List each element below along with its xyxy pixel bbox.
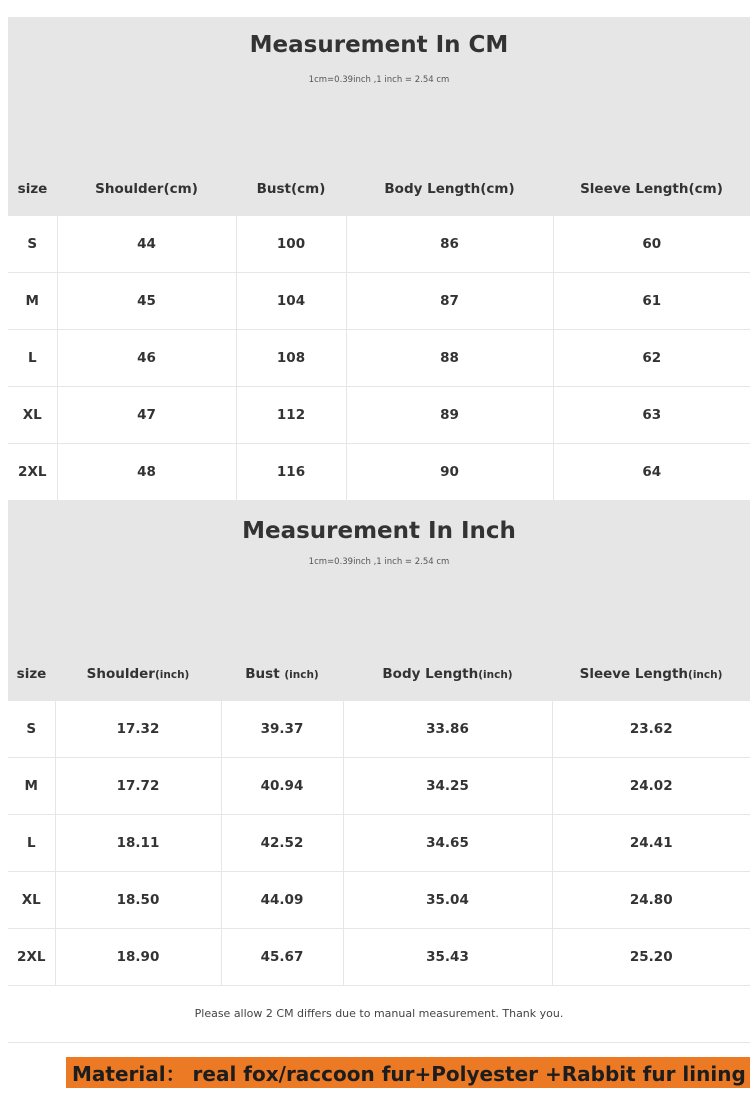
sleeve-length-cell: 24.41 [552,815,750,872]
table-row [8,330,750,387]
body-length-cell: 90 [346,444,553,501]
sleeve-length-cell: 24.80 [552,872,750,929]
header-size [8,647,55,701]
header-unit: (inch) [688,668,723,681]
header-main: Body Length [382,665,479,682]
body-length-cell: 34.65 [343,815,552,872]
bust-cell: 100 [236,216,346,273]
sleeve-length-cell: 25.20 [552,929,750,986]
body-length-cell: 87 [346,273,553,330]
table-row [8,216,750,273]
bust-cell: 116 [236,444,346,501]
sleeve-length-cell: 64 [553,444,750,501]
cm-section-title: Measurement In CM [249,32,509,58]
body-length-cell: 86 [346,216,553,273]
shoulder-cell: 45 [57,273,236,330]
shoulder-cell: 18.90 [55,929,221,986]
table-row [8,815,750,872]
sleeve-length-cell: 62 [553,330,750,387]
shoulder-cell: 47 [57,387,236,444]
size-cell: 2XL [8,444,57,501]
sleeve-length-cell: 61 [553,273,750,330]
bust-cell: 42.52 [221,815,343,872]
size-cell: XL [8,387,57,444]
header-body-length: Body Length(cm) [346,162,553,216]
size-cell: S [8,216,57,273]
header-main: size [16,665,47,682]
size-chart [8,17,750,1103]
header-shoulder [55,647,221,701]
header-sleeve-length [552,647,750,701]
cm-conversion-note: 1cm=0.39inch ,1 inch = 2.54 cm [308,75,450,85]
header-main: Sleeve Length [579,665,689,682]
shoulder-cell: 17.32 [55,701,221,758]
table-row [8,872,750,929]
bust-cell: 112 [236,387,346,444]
table-row [8,701,750,758]
body-length-cell: 35.43 [343,929,552,986]
cm-section-header [8,17,750,162]
body-length-cell: 88 [346,330,553,387]
table-row [8,273,750,330]
header-body-length [343,647,552,701]
shoulder-cell: 18.11 [55,815,221,872]
inch-section-title: Measurement In Inch [242,518,516,544]
size-cell: M [8,273,57,330]
size-cell: XL [8,872,55,929]
sleeve-length-cell: 23.62 [552,701,750,758]
bust-cell: 108 [236,330,346,387]
bust-cell: 104 [236,273,346,330]
body-length-cell: 35.04 [343,872,552,929]
shoulder-cell: 18.50 [55,872,221,929]
header-shoulder: Shoulder(cm) [57,162,236,216]
header-main: Shoulder [86,665,155,682]
bust-cell: 45.67 [221,929,343,986]
body-length-cell: 89 [346,387,553,444]
size-cell: L [8,330,57,387]
bust-cell: 39.37 [221,701,343,758]
inch-header-row [8,647,750,701]
table-row [8,387,750,444]
table-row [8,929,750,986]
sleeve-length-cell: 60 [553,216,750,273]
sleeve-length-cell: 24.02 [552,758,750,815]
header-unit: (inch) [154,668,190,681]
bust-cell: 40.94 [221,758,343,815]
size-cell: L [8,815,55,872]
header-unit: (inch) [478,668,513,681]
table-row [8,444,750,501]
shoulder-cell: 46 [57,330,236,387]
size-cell: 2XL [8,929,55,986]
measurement-disclaimer: Please allow 2 CM differs due to manual measurement. Thank you. [8,985,750,1042]
inch-conversion-note: 1cm=0.39inch ,1 inch = 2.54 cm [308,557,450,567]
sleeve-length-cell: 63 [553,387,750,444]
shoulder-cell: 17.72 [55,758,221,815]
header-bust: Bust(cm) [236,162,346,216]
inch-size-table [8,647,750,985]
table-row [8,758,750,815]
bust-cell: 44.09 [221,872,343,929]
header-bust [221,647,343,701]
size-cell: S [8,701,55,758]
header-main: Bust [245,665,285,682]
header-size: size [8,162,57,216]
inch-section-header [8,500,750,647]
header-sleeve-length: Sleeve Length(cm) [553,162,750,216]
shoulder-cell: 48 [57,444,236,501]
header-unit: (inch) [284,668,319,681]
body-length-cell: 34.25 [343,758,552,815]
material-row [8,1042,750,1103]
cm-header-row [8,162,750,216]
shoulder-cell: 44 [57,216,236,273]
cm-size-table [8,162,750,500]
material-label: Material： real fox/raccoon fur+Polyester +Rabbit fur lining [66,1057,750,1088]
size-cell: M [8,758,55,815]
body-length-cell: 33.86 [343,701,552,758]
